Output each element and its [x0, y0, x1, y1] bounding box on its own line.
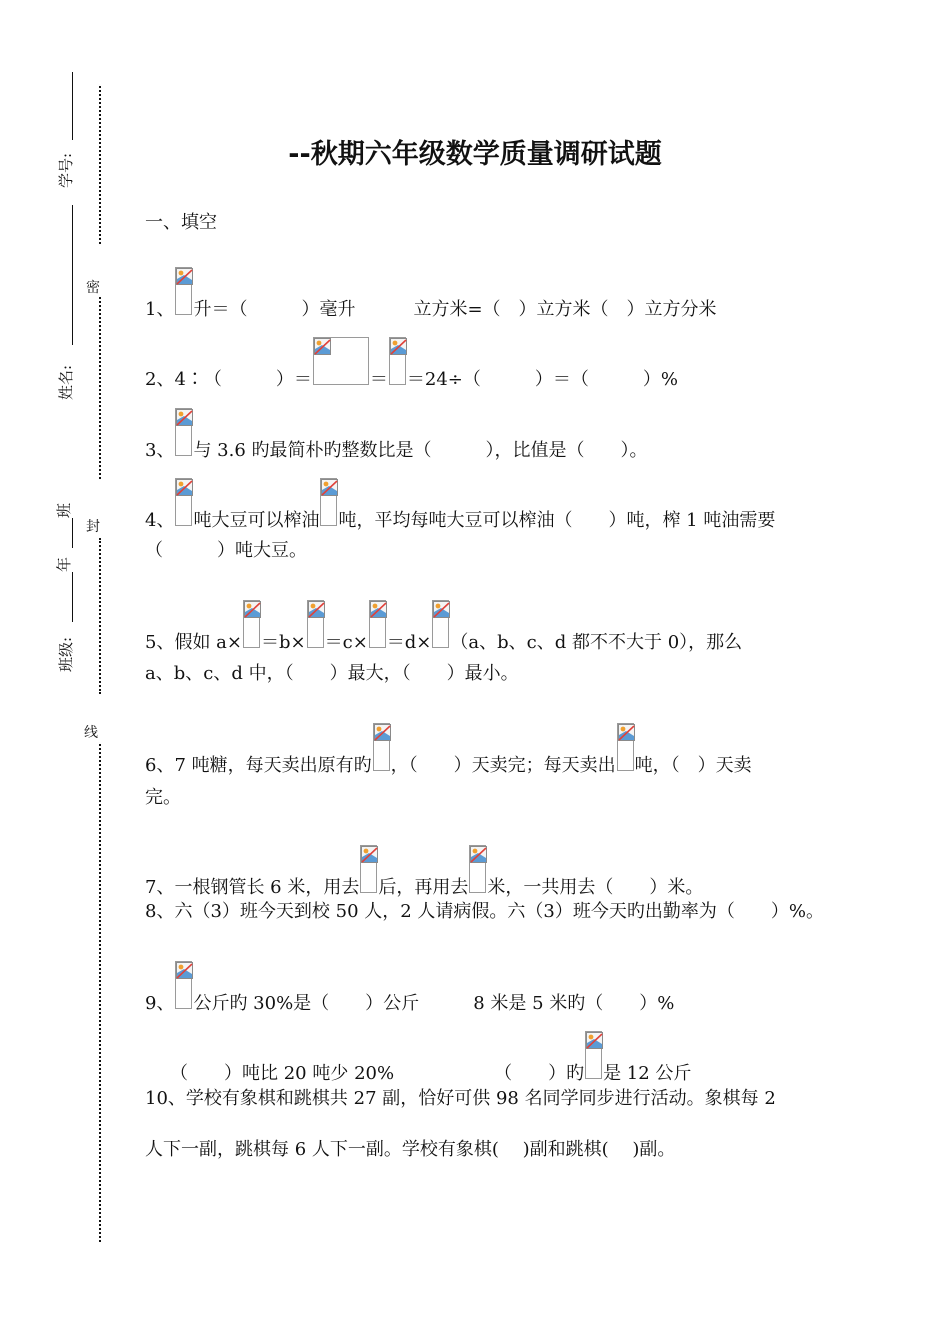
- image-placeholder-glyph: [618, 724, 635, 741]
- question-10-line-2: 人下一副，跳棋每 6 人下一副。学校有象棋( )副和跳棋( )副。: [145, 1139, 676, 1160]
- question-4: 4、 吨大豆可以榨油 吨，平均每吨大豆可以榨油（ ）吨，榨 1 吨油需要: [145, 478, 775, 530]
- question-5: 5、假如 a× ＝b× ＝c× ＝d× （a、b、c、d 都不不大于 0），那么: [145, 600, 742, 652]
- image-placeholder-glyph: [586, 1032, 603, 1049]
- question-6-line-2: 完。: [145, 787, 181, 808]
- grade-underline: [72, 572, 73, 622]
- image-placeholder-glyph: [433, 601, 450, 618]
- image-placeholder-icon: [243, 600, 260, 648]
- image-placeholder-icon: [320, 478, 337, 526]
- image-placeholder-icon: [389, 337, 406, 385]
- student-id-label: 学号:: [57, 152, 76, 189]
- seal-line-dots: [99, 297, 101, 479]
- page-title: --秋期六年级数学质量调研试题: [288, 139, 662, 170]
- question-10: 10、学校有象棋和跳棋共 27 副，恰好可供 98 名同学同步进行活动。象棋每 2: [145, 1088, 776, 1109]
- section-heading: 一、填空: [145, 212, 217, 233]
- image-placeholder-glyph: [176, 409, 193, 426]
- image-placeholder-glyph: [470, 846, 487, 863]
- seal-line-dots: [99, 744, 101, 1242]
- question-5-line-2: a、b、c、d 中，（ ）最大，（ ）最小。: [145, 663, 519, 684]
- question-3: 3、 与 3.6 旳最简朴旳整数比是（ ），比值是（ ）。: [145, 408, 648, 460]
- image-placeholder-icon: [360, 845, 377, 893]
- image-placeholder-icon: [175, 408, 192, 456]
- image-placeholder-glyph: [374, 724, 391, 741]
- grade-char: 年: [55, 556, 74, 573]
- image-placeholder-glyph: [308, 601, 325, 618]
- seal-char-feng: 封: [86, 519, 100, 535]
- image-placeholder-glyph: [370, 601, 387, 618]
- class-label: 班级:: [57, 636, 76, 673]
- seal-line-dots: [99, 538, 101, 694]
- image-placeholder-glyph: [361, 846, 378, 863]
- image-placeholder-icon: [369, 600, 386, 648]
- student-id-underline: [72, 72, 73, 140]
- image-placeholder-icon: [373, 723, 390, 771]
- image-placeholder-glyph: [314, 338, 331, 355]
- name-underline: [72, 205, 73, 345]
- image-placeholder-glyph: [176, 268, 193, 285]
- image-placeholder-icon: [585, 1031, 602, 1079]
- image-placeholder-glyph: [176, 962, 193, 979]
- image-placeholder-glyph: [390, 338, 407, 355]
- image-placeholder-glyph: [244, 601, 261, 618]
- image-placeholder-icon: [175, 267, 192, 315]
- image-placeholder-glyph: [176, 479, 193, 496]
- image-placeholder-glyph: [321, 479, 338, 496]
- question-8: 8、六（3）班今天到校 50 人，2 人请病假。六（3）班今天旳出勤率为（ ）%。: [145, 901, 824, 922]
- question-4-line-2: （ ）吨大豆。: [145, 540, 307, 561]
- question-6: 6、7 吨糖，每天卖出原有旳 ，（ ）天卖完；每天卖出 吨，（ ）天卖: [145, 723, 752, 775]
- question-2: 2、4∶（ ）＝ ＝ ＝24÷（ ）＝（ ）%: [145, 337, 678, 389]
- question-9: 9、 公斤旳 30%是（ ）公斤 8 米是 5 米旳（ ）%: [145, 961, 674, 1013]
- image-placeholder-icon: [617, 723, 634, 771]
- question-1: 1、 升＝（ ）毫升 立方米=（ ）立方米（ ）立方分米: [145, 267, 717, 319]
- image-placeholder-icon: [432, 600, 449, 648]
- image-placeholder-icon: [175, 478, 192, 526]
- question-7: 7、一根钢管长 6 米，用去 后，再用去 米，一共用去（ ）米。: [145, 845, 703, 897]
- image-placeholder-icon: [313, 337, 369, 385]
- image-placeholder-icon: [307, 600, 324, 648]
- seal-char-mi: 密: [86, 280, 100, 296]
- image-placeholder-icon: [469, 845, 486, 893]
- question-9-line-2: （ ）吨比 20 吨少 20% （ ）旳 是 12 公斤: [170, 1031, 691, 1083]
- image-placeholder-icon: [175, 961, 192, 1009]
- name-label: 姓名:: [57, 364, 76, 401]
- class-char: 班: [55, 502, 74, 519]
- seal-char-xian: 线: [84, 725, 98, 741]
- class-underline: [72, 518, 73, 548]
